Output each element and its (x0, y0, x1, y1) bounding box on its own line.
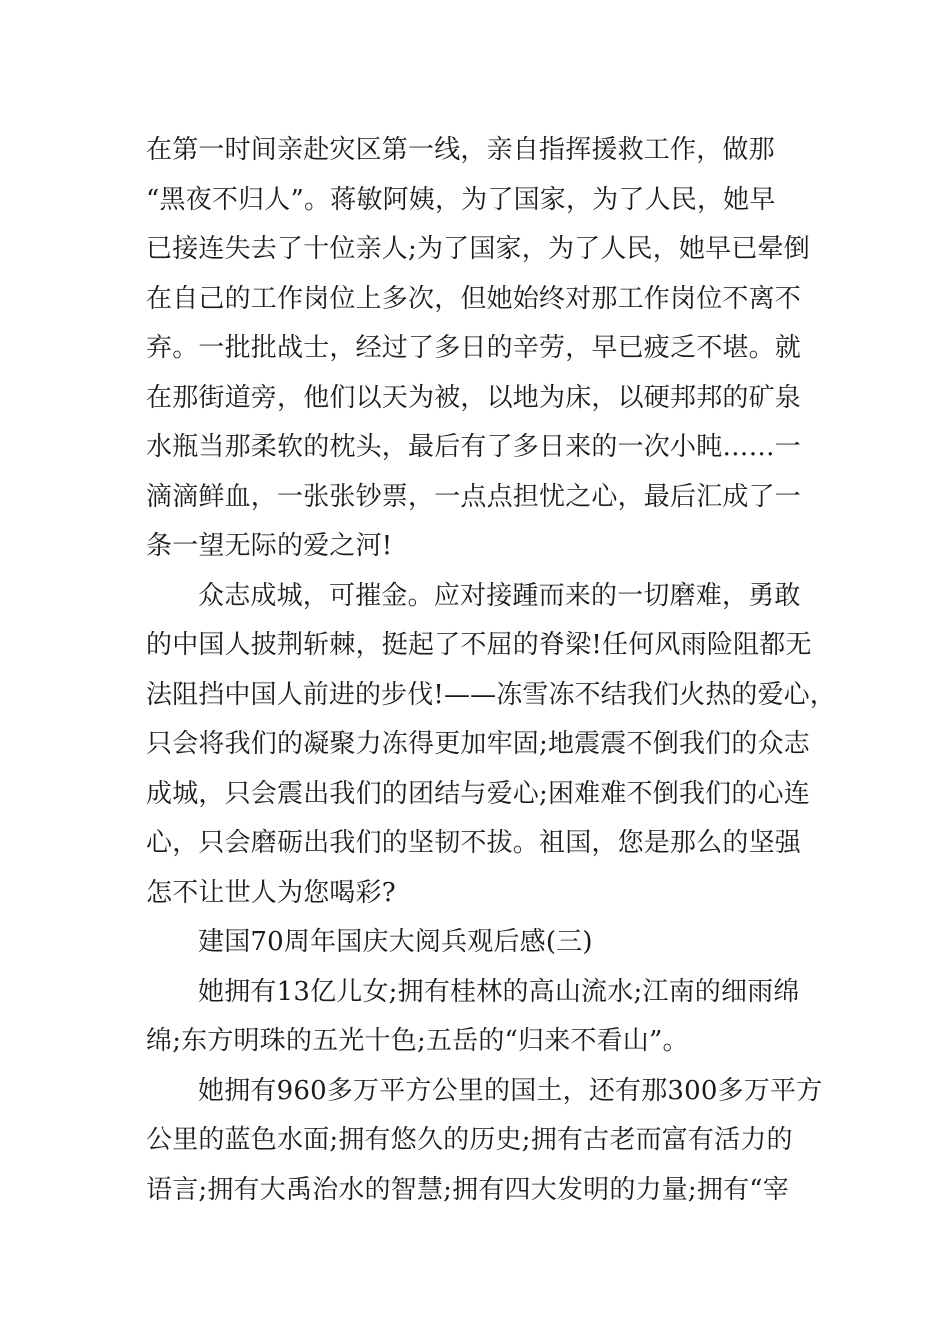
text-line: 法阻挡中国人前进的步伐!——冻雪冻不结我们火热的爱心， (146, 679, 836, 710)
text-line: 成城，只会震出我们的团结与爱心;困难难不倒我们的心连 (146, 778, 810, 809)
text-line: 的中国人披荆斩棘，挺起了不屈的脊梁!任何风雨险阻都无 (146, 630, 812, 660)
text-line: 在自己的工作岗位上多次，但她始终对那工作岗位不离不 (146, 283, 802, 314)
section-heading: 建国70周年国庆大阅兵观后感(三) (198, 927, 593, 957)
text-line: “黑夜不归人”。蒋敏阿姨，为了国家，为了人民，她早 (146, 184, 776, 215)
text-line: 滴滴鲜血，一张张钞票，一点点担忧之心，最后汇成了一 (146, 481, 802, 512)
text-line: 怎不让世人为您喝彩? (146, 877, 396, 908)
text-line: 只会将我们的凝聚力冻得更加牢固;地震震不倒我们的众志 (146, 729, 810, 759)
text-line: 公里的蓝色水面;拥有悠久的历史;拥有古老而富有活力的 (146, 1125, 793, 1155)
paragraph-start-line: 她拥有13亿儿女;拥有桂林的高山流水;江南的细雨绵 (198, 976, 800, 1007)
text-line: 水瓶当那柔软的枕头，最后有了多日来的一次小盹……一 (146, 432, 802, 462)
text-line: 弃。一批批战士，经过了多日的辛劳，早已疲乏不堪。就 (146, 333, 802, 363)
paragraph-start-line: 她拥有960多万平方公里的国土，还有那300多万平方 (198, 1075, 823, 1106)
paragraph-start-line: 众志成城，可摧金。应对接踵而来的一切磨难，勇敢 (198, 580, 801, 611)
document-body (146, 126, 836, 1215)
text-line: 绵;东方明珠的五光十色;五岳的“归来不看山”。 (146, 1026, 689, 1056)
text-line: 语言;拥有大禹治水的智慧;拥有四大发明的力量;拥有“宰 (146, 1174, 789, 1205)
text-line: 心，只会磨砺出我们的坚韧不拔。祖国，您是那么的坚强 (146, 828, 802, 858)
text-line: 条一望无际的爱之河! (146, 531, 393, 561)
text-line: 已接连失去了十位亲人;为了国家，为了人民，她早已晕倒 (146, 234, 810, 264)
text-line: 在第一时间亲赴灾区第一线，亲自指挥援救工作，做那 (146, 135, 775, 165)
text-line: 在那街道旁，他们以天为被，以地为床，以硬邦邦的矿泉 (146, 382, 802, 413)
